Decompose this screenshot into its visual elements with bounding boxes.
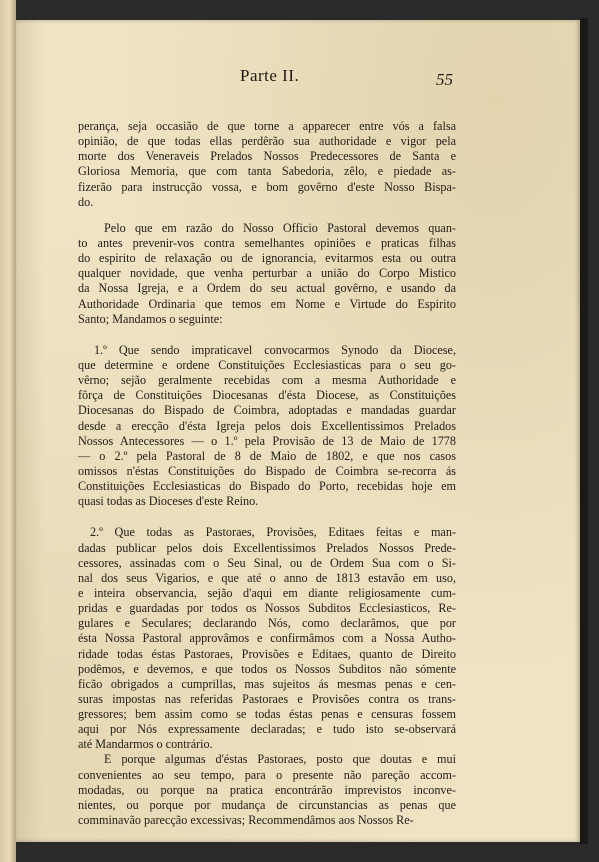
text-line: nientes, ou porque por mudança de circunstancias as penas que xyxy=(78,797,456,812)
text-line: vêrno; sejão geralmente recebidas com a mesma Authoridade e xyxy=(78,373,456,388)
paragraph-continuation xyxy=(78,119,456,210)
text-line: pridas e guardadas por todos os Nossos Subditos Ecclesiasticos, Re- xyxy=(78,601,456,616)
text-line: até Mandarmos o contrário. xyxy=(78,737,213,752)
page-body-text xyxy=(78,119,456,828)
text-line: podêmos, e devemos, e que todos os Nossos Subditos não sómente xyxy=(78,661,456,676)
text-line: modadas, ou porque na pratica encontrárão imprevistos inconve- xyxy=(78,782,456,797)
text-line: Authoridade Ordinaria que temos em Nome e Virtude do Espirito xyxy=(78,296,456,311)
text-line: fôrça de Constituições Diocesanas d'ésta Diocese, as Constituições xyxy=(78,388,456,403)
text-line: comminavão parecção excessivas; Recommendâmos aos Nossos Re- xyxy=(78,813,414,828)
text-line: 2.º Que todas as Pastoraes, Provisões, Editaes feitas e man- xyxy=(90,525,456,540)
text-line: desde a erecção d'ésta Igreja pelos dois Excellentissimos Prelados xyxy=(78,418,456,433)
text-line: Constituições Ecclesiasticas do Bispado do Porto, recebidas hoje em xyxy=(78,479,456,494)
text-line: e inteira observancia, sejão d'aqui em diante religiosamente cum- xyxy=(78,585,456,600)
text-line: nal dos seus Vigarios, e que até o anno de 1813 estavão em uso, xyxy=(78,570,456,585)
text-line: Nossos Antecessores — o 1.º pela Provisão de 13 de Maio de 1778 xyxy=(78,433,456,448)
text-line: omissos n'éstas Constituições do Bispado de Coimbra se-recorra ás xyxy=(78,463,456,478)
text-line: — o 2.º pela Pastoral de 8 de Maio de 1802, e que nos casos xyxy=(78,448,456,463)
text-line: ridade todas éstas Pastoraes, Provisões e Editaes, quanto de Direito xyxy=(78,646,456,661)
text-line: Santo; Mandamos o seguinte: xyxy=(78,311,223,326)
text-line: gulares e Seculares; declarando Nós, como declarâmos, que por xyxy=(78,616,456,631)
text-line: dadas publicar pelos dois Excellentissimos Prelados Nossos Prede- xyxy=(78,540,456,555)
text-line: gressores; bem assim como se todas éstas penas e censuras fossem xyxy=(78,707,456,722)
text-line: cessores, assinadas com o Seu Sinal, ou de Ordem Sua com o Si- xyxy=(78,555,456,570)
paragraph-gap xyxy=(78,210,456,221)
text-line: E porque algumas d'éstas Pastoraes, posto que doutas e mui xyxy=(104,752,456,767)
paragraph-gap xyxy=(78,509,456,525)
text-line: qualquer novidade, que venha perturbar a união do Corpo Mistico xyxy=(78,266,456,281)
text-line: aqui por Nós expressamente declaradas; e tudo isto se-observará xyxy=(78,722,456,737)
text-line: ficão obrigados a cumprillas, mas sujeitos ás mesmas penas e cen- xyxy=(78,676,456,691)
text-line: Diocesanas do Bispado de Coimbra, adoptadas e mandadas guardar xyxy=(78,403,456,418)
text-line: convenientes ao seu tempo, para o presente não pareção accom- xyxy=(78,767,456,782)
text-line: opinião, de que todas ellas perdêrão sua authoridade e vigor pela xyxy=(78,134,456,149)
text-line: quasi todas as Dioceses d'este Reino. xyxy=(78,494,259,509)
paragraph-e-porque xyxy=(78,752,456,828)
text-line: da Nossa Igreja, e a Ordem do seu actual govêrno, e usando da xyxy=(78,281,456,296)
text-line: do. xyxy=(78,194,94,209)
text-line: Gloriosa Memoria, que com tanta Sabedoria, zêlo, e piedade as- xyxy=(78,164,456,179)
page-right-shadow xyxy=(580,18,588,844)
page-number: 55 xyxy=(436,70,453,89)
running-head: Parte II. xyxy=(240,66,300,85)
book-spine-edge xyxy=(0,0,16,862)
paragraph-item-1 xyxy=(78,343,456,510)
text-line: do espirito de relaxação ou de ignorancia, evitarmos esta ou outra xyxy=(78,251,456,266)
paragraph-gap xyxy=(78,327,456,343)
text-line: to antes prevenir-vos contra semelhantes opiniões e praticas filhas xyxy=(78,235,456,250)
text-line: ésta Nossa Pastoral approvâmos e confirmâmos com a Nossa Autho- xyxy=(78,631,456,646)
paragraph-pelo-que xyxy=(78,221,456,327)
text-line: Pelo que em razão do Nosso Officio Pastoral devemos quan- xyxy=(104,220,456,235)
page-header xyxy=(18,66,582,94)
text-line: suras impostas nas referidas Pastoraes e Provisões contra os trans- xyxy=(78,691,456,706)
text-line: perança, seja occasião de que torne a apparecer entre vós a falsa xyxy=(78,119,456,133)
text-line: 1.º Que sendo impraticavel convocarmos Synodo da Diocese, xyxy=(94,342,456,357)
text-line: fizerão para instrucção vossa, e bom govêrno d'este Nosso Bispa- xyxy=(78,179,456,194)
text-line: que determine e ordene Constituições Ecclesiasticas para o seu go- xyxy=(78,357,456,372)
text-line: morte dos Veneraveis Prelados Nossos Predecessores de Santa e xyxy=(78,149,456,164)
paragraph-item-2 xyxy=(78,525,456,752)
